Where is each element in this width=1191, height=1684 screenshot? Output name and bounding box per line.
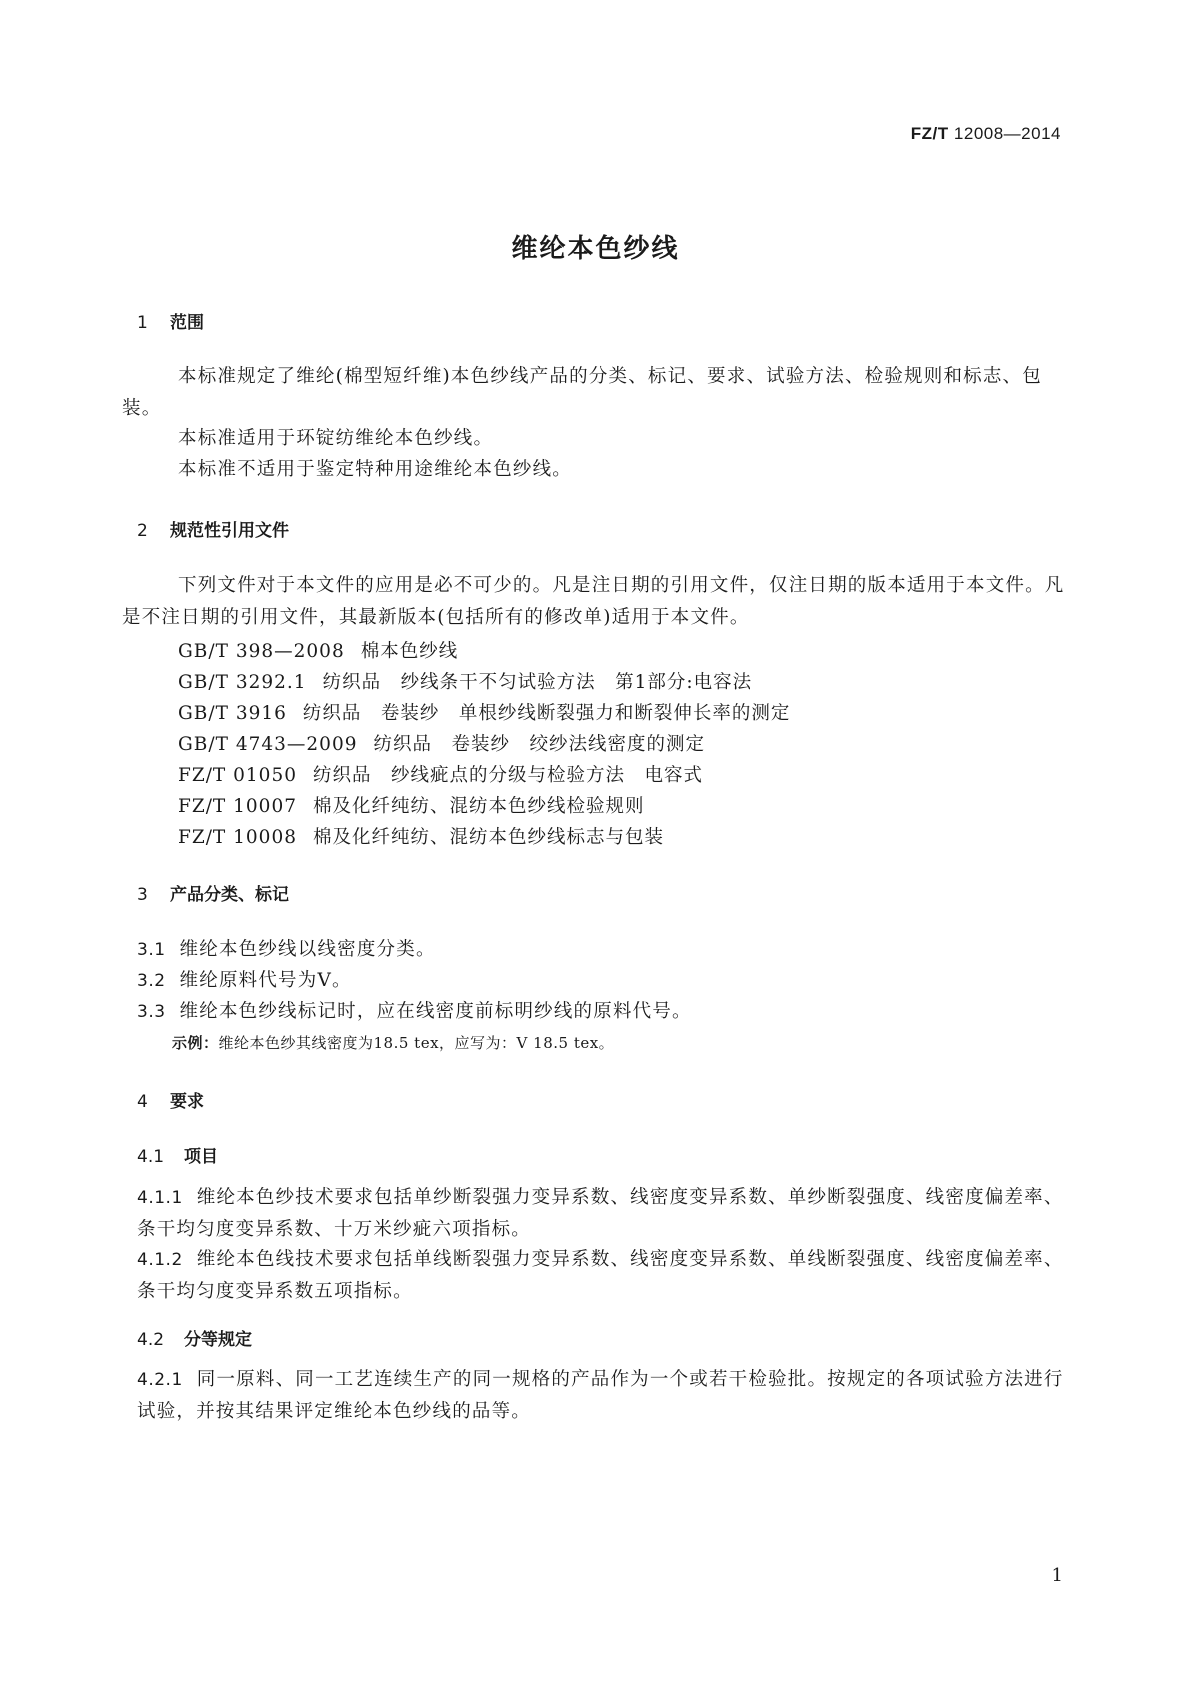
reference-item: FZ/T 10007 棉及化纤纯纺、混纺本色纱线检验规则 <box>178 796 645 817</box>
reference-item: GB/T 398—2008 棉本色纱线 <box>178 641 459 662</box>
code-prefix: FZ/T <box>910 124 949 143</box>
code-number: 12008—2014 <box>953 124 1061 143</box>
reference-item: GB/T 3292.1 纺织品 纱线条干不匀试验方法 第1部分:电容法 <box>178 672 753 693</box>
paragraph: 本标准适用于环锭纺维纶本色纱线。 <box>178 428 494 449</box>
section-heading-2: 2 规范性引用文件 <box>137 521 289 541</box>
paragraph: 本标准不适用于鉴定特种用途维纶本色纱线。 <box>178 459 573 480</box>
clause-3-2: 3.2 维纶原料代号为V。 <box>137 970 352 991</box>
reference-item: FZ/T 10008 棉及化纤纯纺、混纺本色纱线标志与包装 <box>178 827 665 848</box>
page-number: 1 <box>1051 1565 1063 1586</box>
clause-3-1: 3.1 维纶本色纱线以线密度分类。 <box>137 939 436 960</box>
clause-4-2-1: 4.2.1 同一原料、同一工艺连续生产的同一规格的产品作为一个或若干检验批。按规定的各项试验方法进行试验，并按其结果评定维纶本色纱线的品等。 <box>137 1369 1064 1422</box>
reference-item: GB/T 4743—2009 纺织品 卷装纱 绞纱法线密度的测定 <box>178 734 706 755</box>
document-code <box>911 124 1061 144</box>
reference-item: GB/T 3916 纺织品 卷装纱 单根纱线断裂强力和断裂伸长率的测定 <box>178 703 791 724</box>
section-heading-4: 4 要求 <box>137 1092 204 1112</box>
paragraph: 下列文件对于本文件的应用是必不可少的。凡是注日期的引用文件，仅注日期的版本适用于本文件。凡是不注日期的引用文件，其最新版本(包括所有的修改单)适用于本文件。 <box>122 575 1065 628</box>
page-title: 维纶本色纱线 <box>511 234 680 264</box>
subsection-heading-4-1: 4.1 项目 <box>137 1147 218 1167</box>
subsection-heading-4-2: 4.2 分等规定 <box>137 1330 252 1350</box>
reference-item: FZ/T 01050 纺织品 纱线疵点的分级与检验方法 电容式 <box>178 765 704 786</box>
clause-4-1-2: 4.1.2 维纶本色线技术要求包括单线断裂强力变异系数、线密度变异系数、单线断裂强度、线密度偏差率、条干均匀度变异系数五项指标。 <box>137 1249 1064 1302</box>
paragraph: 本标准规定了维纶(棉型短纤维)本色纱线产品的分类、标记、要求、试验方法、检验规则和标志、包装。 <box>122 366 1042 419</box>
clause-4-1-1: 4.1.1 维纶本色纱技术要求包括单纱断裂强力变异系数、线密度变异系数、单纱断裂强度、线密度偏差率、条干均匀度变异系数、十万米纱疵六项指标。 <box>137 1187 1064 1240</box>
clause-3-3: 3.3 维纶本色纱线标记时，应在线密度前标明纱线的原料代号。 <box>137 1001 692 1022</box>
section-heading-3: 3 产品分类、标记 <box>137 885 289 905</box>
section-heading-1: 1 范围 <box>137 313 204 333</box>
example-note: 示例：维纶本色纱其线密度为18.5 tex，应写为：V 18.5 tex。 <box>172 1034 615 1052</box>
